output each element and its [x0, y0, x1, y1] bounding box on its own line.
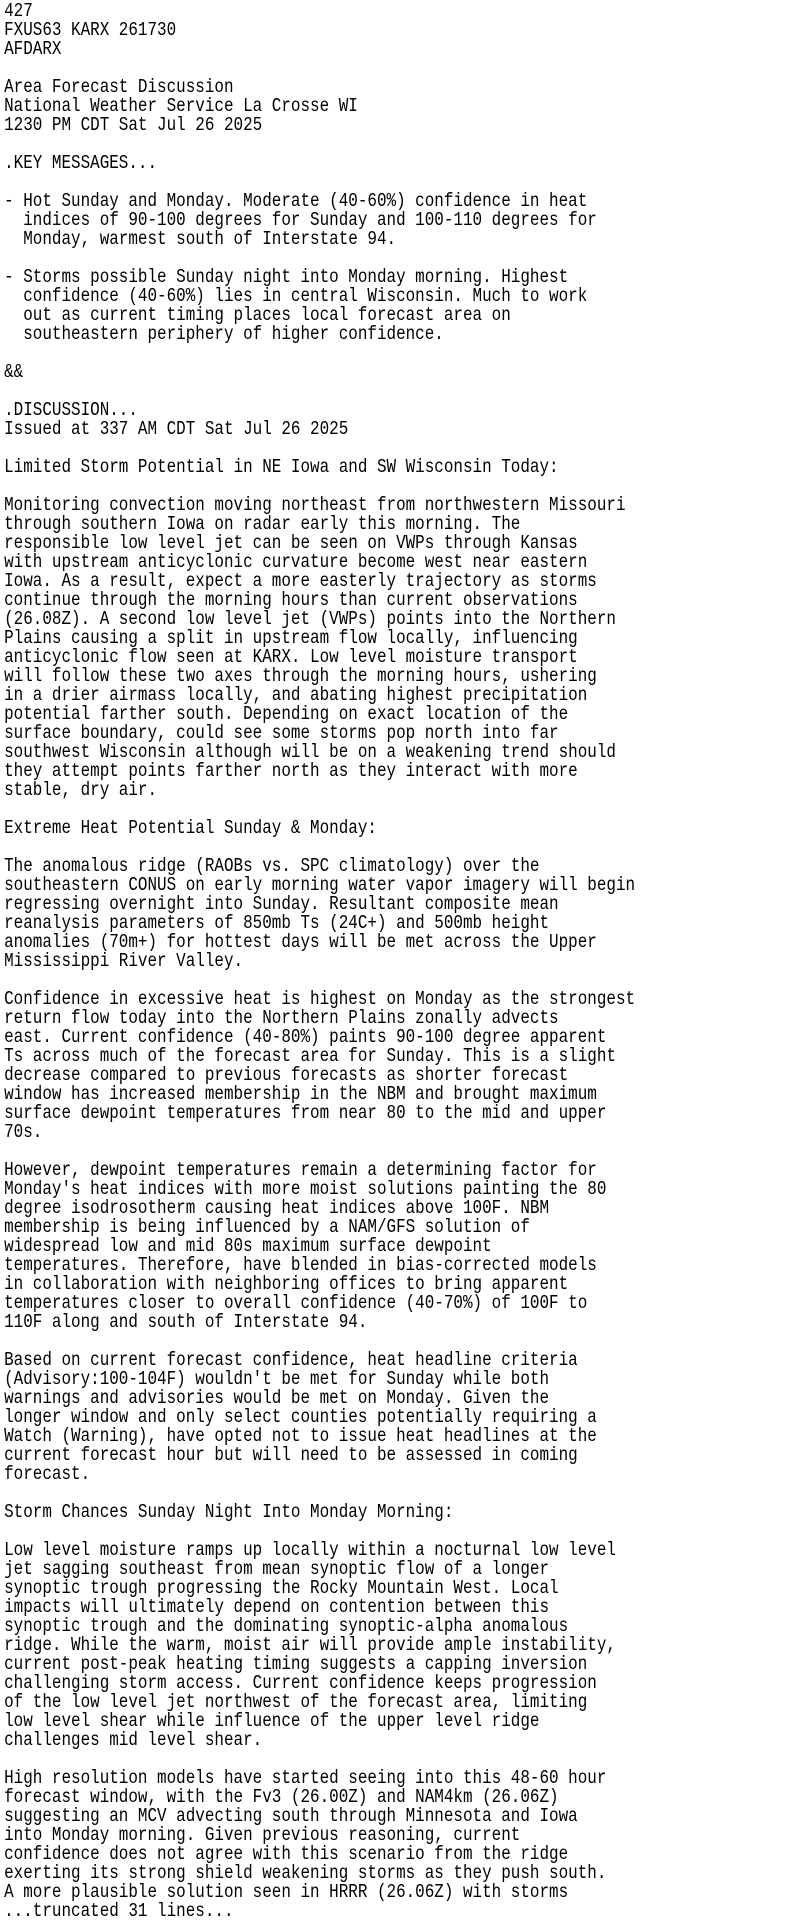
truncation-notice: ...truncated 31 lines...: [4, 1900, 234, 1922]
discussion-section: .DISCUSSION... Issued at 337 AM CDT Sat Jul 26 2025 Limited Storm Potential in NE Iowa and SW Wisconsin Today: Monitoring convection moving northeast from northwestern Missouri through southern Iowa on radar early this morning. The responsible low level jet can be seen on VWPs through Kansas with upstream anticyclonic curvature become west near eastern Iowa. As a result, expect a more easterly trajectory as storms continue through the morning hours than current observations (26.08Z). A second low level jet (VWPs) points into the Northern Plains causing a split in upstream flow locally, influencing anticyclonic flow seen at KARX. Low level moisture transport will follow these two axes through the morning hours, ushering in a drier airmass locally, and abating highest precipitation potential farther south. Depending on exact location of the surface boundary, could see some storms pop north into far southwest Wisconsin although will be on a weakening trend should they attempt points farther north as they interact with more stable, dry air. Extreme Heat Potential Sunday & Monday: The anomalous ridge (RAOBs vs. SPC climatology) over the southeastern CONUS on early morning water vapor imagery will begin regressing overnight into Sunday. Resultant composite mean reanalysis parameters of 850mb Ts (24C+) and 500mb height anomalies (70m+) for hottest days will be met across the Upper Mississippi River Valley. Confidence in excessive heat is highest on Monday as the strongest return flow today into the Northern Plains zonally advects east. Current confidence (40-80%) paints 90-100 degree apparent Ts across much of the forecast area for Sunday. This is a slight decrease compared to previous forecasts as shorter forecast window has increased membership in the NBM and brought maximum surface dewpoint temperatures from near 80 to the mid and upper 70s. However, dewpoint temperatures remain a determining factor for Monday's heat indices with more moist solutions painting the 80 degree isodrosotherm causing heat indices above 100F. NBM membership is being influenced by a NAM/GFS solution of widespread low and mid 80s maximum surface dewpoint temperatures. Therefore, have blended in bias-corrected models in collaboration with neighboring offices to bring apparent temperatures closer to overall confidence (40-70%) of 100F to 110F along and south of Interstate 94. Based on current forecast confidence, heat headline criteria (Advisory:100-104F) wouldn't be met for Sunday while both warnings and advisories would be met on Monday. Given the longer window and only select counties potentially requiring a Watch (Warning), have opted not to issue heat headlines at the current forecast hour but will need to be assessed in coming forecast. Storm Chances Sunday Night Into Monday Morning: Low level moisture ramps up locally within a nocturnal low level jet sagging southeast from mean synoptic flow of a longer synoptic trough progressing the Rocky Mountain West. Local impacts will ultimately depend on contention between this synoptic trough and the dominating synoptic-alpha anomalous ridge. While the warm, moist air will provide ample instability, current post-peak heating timing suggests a capping inversion challenging storm access. Current confidence keeps progression of the low level jet northwest of the forecast area, limiting low level shear while influence of the upper level ridge challenges mid level shear. High resolution models have started seeing into this 48-60 hour forecast window, with the Fv3 (26.00Z) and NAM4km (26.06Z) suggesting an MCV advecting south through Minnesota and Iowa into Monday morning. Given previous reasoning, current confidence does not agree with this scenario from the ridge exerting its strong shield weakening storms as they push south. A more plausible solution seen in HRRR (26.06Z) with storms: [4, 399, 636, 1903]
key-messages-section: .KEY MESSAGES... - Hot Sunday and Monday. Moderate (40-60%) confidence in heat indices of 90-100 degrees for Sunday and 100-110 degrees for Monday, warmest south of Interstate 94. - Storms possible Sunday night into Monday morning. Highest confidence (40-60%) lies in central Wisconsin. Much to work out as current timing places local forecast area on southeastern periphery of higher confidence. &&: [4, 152, 597, 383]
product-header: 427 FXUS63 KARX 261730 AFDARX Area Forecast Discussion National Weather Service La Crosse WI 1230 PM CDT Sat Jul 26 2025: [4, 0, 358, 136]
